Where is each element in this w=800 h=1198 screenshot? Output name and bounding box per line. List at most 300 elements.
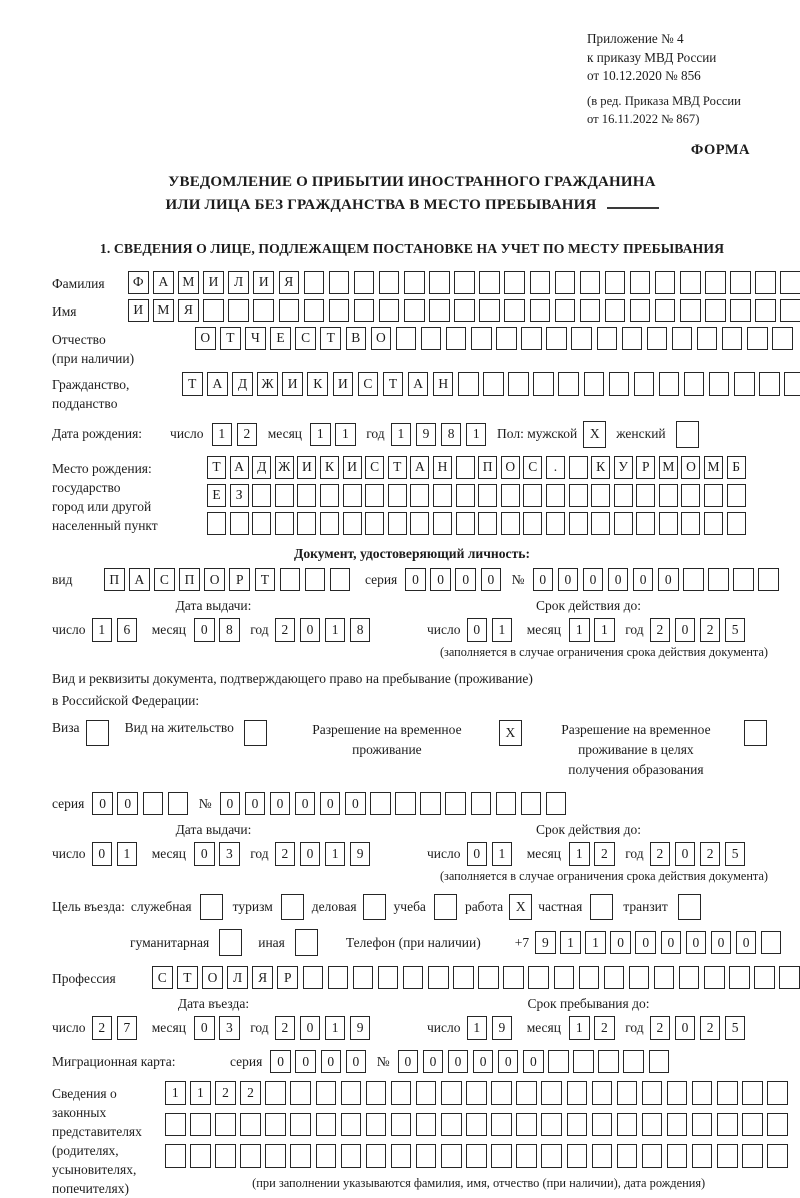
purpose-other-label: иная [258, 934, 285, 950]
char-cell [504, 271, 525, 295]
identity-doc-dates [52, 598, 772, 642]
char-cell [353, 966, 374, 990]
char-cell [478, 512, 497, 536]
char-cell [275, 484, 294, 508]
doc-issue-month-cells [194, 618, 244, 642]
char-cell [304, 299, 325, 323]
char-cell [759, 372, 780, 396]
char-cell [630, 271, 651, 295]
char-cell [341, 1081, 362, 1105]
char-cell: 0 [430, 568, 451, 592]
char-cell: Е [270, 327, 291, 351]
purpose-work-label: работа [464, 899, 504, 915]
char-cell [597, 327, 618, 351]
char-cell [479, 299, 500, 323]
entry-month-cells [194, 1016, 244, 1040]
char-cell [659, 372, 680, 396]
char-cell [614, 484, 633, 508]
char-cell [279, 299, 300, 323]
doc-valid-year-cells [650, 618, 750, 642]
char-cell: Ж [257, 372, 278, 396]
profession-row [52, 966, 772, 990]
doc-valid-head: Срок действия до: [536, 598, 641, 614]
migration-card-row [52, 1050, 772, 1074]
stay-month-cells [569, 1016, 619, 1040]
char-cell [708, 568, 729, 592]
char-cell [330, 568, 351, 592]
char-cell [456, 512, 475, 536]
char-cell [580, 271, 601, 295]
doc-type-label: вид [52, 571, 73, 587]
char-cell [546, 512, 565, 536]
char-cell [168, 792, 189, 816]
patronymic-cells [195, 327, 797, 351]
permit-issue-month-label: месяц [151, 846, 186, 862]
char-cell [683, 568, 704, 592]
purpose-transit-label: транзит [623, 899, 668, 915]
char-cell: 3 [219, 1016, 240, 1040]
char-cell [784, 372, 800, 396]
char-cell: 2 [275, 618, 296, 642]
char-cell: 0 [583, 568, 604, 592]
char-cell: 1 [310, 423, 331, 447]
sex-female-label: женский [616, 426, 666, 442]
residence-doc-line2: в Российской Федерации: [52, 692, 200, 708]
char-cell [395, 792, 416, 816]
char-cell [636, 512, 655, 536]
char-cell [523, 484, 542, 508]
char-cell [471, 792, 492, 816]
residence-permit-option [125, 720, 267, 747]
patronymic-label-line1: Отчество [52, 331, 106, 347]
char-cell [341, 1144, 362, 1168]
checkbox-cell: X [583, 421, 606, 448]
char-cell [365, 484, 384, 508]
char-cell [328, 966, 349, 990]
char-cell: С [358, 372, 379, 396]
doc-valid-year-label: год [625, 622, 644, 638]
char-cell [692, 1113, 713, 1137]
doc-issue-day-label: число [52, 622, 86, 638]
char-cell [396, 327, 417, 351]
char-cell: 0 [635, 931, 656, 955]
stay-until-head: Срок пребывания до: [527, 996, 650, 1012]
char-cell [207, 512, 226, 536]
permit-issue-head: Дата выдачи: [175, 822, 252, 838]
birthplace-label-line3: город или другой [52, 498, 152, 514]
char-cell: 0 [608, 568, 629, 592]
char-cell [591, 484, 610, 508]
char-cell [541, 1144, 562, 1168]
char-cell: 0 [300, 1016, 321, 1040]
migration-card-label: Миграционная карта: [52, 1053, 176, 1069]
permit-valid-year-label: год [625, 846, 644, 862]
representatives-label-line5: усыновителях, [52, 1162, 137, 1178]
char-cell [429, 271, 450, 295]
char-cell: О [501, 456, 520, 480]
char-cell [428, 966, 449, 990]
identity-doc-row [52, 568, 772, 592]
representatives-label [52, 1081, 165, 1198]
char-cell [388, 512, 407, 536]
char-cell: Д [232, 372, 253, 396]
birthplace-cells-row1 [207, 456, 749, 480]
char-cell [647, 327, 668, 351]
char-cell [316, 1113, 337, 1137]
char-cell: 0 [633, 568, 654, 592]
appendix-line-2: к приказу МВД России [587, 49, 717, 65]
char-cell: 9 [492, 1016, 513, 1040]
char-cell: И [203, 271, 224, 295]
birthplace-label-line2: государство [52, 479, 121, 495]
char-cell: 8 [350, 618, 371, 642]
char-cell: 1 [466, 423, 487, 447]
citizenship-row [52, 372, 772, 413]
citizenship-label [52, 372, 182, 413]
rvp-education-label-line1: Разрешение на временное [561, 721, 711, 737]
residence-permit-checkbox [244, 720, 267, 747]
char-cell [569, 456, 588, 480]
char-cell: 1 [467, 1016, 488, 1040]
char-cell [730, 271, 751, 295]
char-cell: 1 [212, 423, 233, 447]
char-cell [580, 299, 601, 323]
profession-cells [152, 966, 800, 990]
representatives-label-line3: представителях [52, 1124, 142, 1140]
char-cell: 0 [448, 1050, 469, 1074]
char-cell [420, 792, 441, 816]
char-cell [733, 568, 754, 592]
char-cell [429, 299, 450, 323]
patronymic-label-line2: (при наличии) [52, 350, 135, 366]
checkbox-cell [363, 894, 386, 921]
char-cell: 0 [467, 618, 488, 642]
char-cell [705, 299, 726, 323]
char-cell: Ж [275, 456, 294, 480]
char-cell [391, 1144, 412, 1168]
checkbox-cell [434, 894, 457, 921]
profession-label: Профессия [52, 970, 116, 986]
char-cell [240, 1144, 261, 1168]
checkbox-cell: X [509, 894, 532, 921]
visa-checkbox [86, 720, 109, 747]
doc-issue-year-label: год [250, 622, 269, 638]
char-cell [667, 1144, 688, 1168]
doc-number-label: № [511, 571, 525, 587]
char-cell [761, 931, 782, 955]
char-cell [466, 1144, 487, 1168]
residence-doc-line1: Вид и реквизиты документа, подтверждающего право на пребывание (проживание) [52, 670, 533, 686]
citizenship-label-line2: подданство [52, 396, 118, 411]
char-cell [704, 512, 723, 536]
char-cell [478, 966, 499, 990]
doc-issue-month-label: месяц [151, 622, 186, 638]
char-cell [659, 484, 678, 508]
char-cell [554, 966, 575, 990]
char-cell: П [179, 568, 200, 592]
rvp-checkbox [499, 720, 522, 747]
citizenship-label-line1: Гражданство, [52, 377, 130, 392]
permit-issue-day-cells [92, 842, 142, 866]
birth-year-cells [391, 423, 491, 447]
char-cell [320, 484, 339, 508]
char-cell: 0 [675, 618, 696, 642]
char-cell [541, 1113, 562, 1137]
char-cell [680, 271, 701, 295]
char-cell: 1 [117, 842, 138, 866]
char-cell [697, 327, 718, 351]
char-cell [265, 1144, 286, 1168]
visa-option [52, 720, 109, 747]
representatives-cells-row3 [165, 1144, 792, 1168]
entry-date-col [52, 996, 375, 1040]
char-cell [681, 512, 700, 536]
char-cell [530, 299, 551, 323]
patronymic-row [52, 327, 772, 368]
char-cell [569, 484, 588, 508]
char-cell: 6 [117, 618, 138, 642]
permit-series-label: серия [52, 795, 85, 811]
char-cell: 1 [569, 842, 590, 866]
firstname-row [52, 299, 772, 323]
char-cell [516, 1144, 537, 1168]
char-cell: 0 [300, 842, 321, 866]
purpose-label: Цель въезда: [52, 899, 125, 915]
char-cell [523, 512, 542, 536]
char-cell [767, 1144, 788, 1168]
char-cell: О [202, 966, 223, 990]
purpose-study-label: учеба [393, 899, 426, 915]
char-cell [354, 299, 375, 323]
sex-label: Пол: мужской [497, 426, 578, 442]
char-cell: Т [255, 568, 276, 592]
char-cell: Л [228, 271, 249, 295]
char-cell: 0 [498, 1050, 519, 1074]
char-cell [747, 327, 768, 351]
rvp-education-label-line2: проживание в целях [578, 741, 694, 757]
migration-number-label: № [376, 1053, 390, 1069]
char-cell: А [207, 372, 228, 396]
doc-issue-col [52, 598, 375, 642]
char-cell: Т [320, 327, 341, 351]
char-cell [379, 271, 400, 295]
char-cell [297, 484, 316, 508]
char-cell: Л [227, 966, 248, 990]
form-title-line-2: ИЛИ ЛИЦА БЕЗ ГРАЖДАНСТВА В МЕСТО ПРЕБЫВАНИЯ [52, 194, 772, 217]
char-cell [584, 372, 605, 396]
section1-heading: 1. СВЕДЕНИЯ О ЛИЦЕ, ПОДЛЕЖАЩЕМ ПОСТАНОВКЕ НА УЧЕТ ПО МЕСТУ ПРЕБЫВАНИЯ [99, 240, 725, 256]
char-cell: И [282, 372, 303, 396]
birthplace-label-line1: Место рождения: [52, 460, 152, 476]
purpose-transit-checkbox [678, 894, 701, 921]
char-cell [605, 299, 626, 323]
char-cell [416, 1113, 437, 1137]
char-cell: 0 [245, 792, 266, 816]
firstname-cells [128, 299, 800, 323]
char-cell: 1 [492, 618, 513, 642]
char-cell: Я [178, 299, 199, 323]
char-cell: К [307, 372, 328, 396]
birth-row [52, 421, 772, 448]
char-cell: 8 [441, 423, 462, 447]
birthplace-row [52, 456, 772, 540]
char-cell [329, 299, 350, 323]
migration-number-cells [398, 1050, 674, 1074]
migration-series-cells [270, 1050, 370, 1074]
char-cell: 0 [398, 1050, 419, 1074]
char-cell: О [371, 327, 392, 351]
char-cell [404, 271, 425, 295]
char-cell: 0 [467, 842, 488, 866]
char-cell: Н [433, 372, 454, 396]
char-cell [421, 327, 442, 351]
form-title [52, 171, 772, 217]
char-cell [571, 327, 592, 351]
char-cell [654, 966, 675, 990]
representatives-label-line1: Сведения о [52, 1086, 117, 1102]
checkbox-cell [219, 929, 242, 956]
char-cell: А [408, 372, 429, 396]
char-cell: 0 [686, 931, 707, 955]
char-cell: Т [388, 456, 407, 480]
entry-dates [52, 996, 772, 1040]
permit-number-cells [220, 792, 571, 816]
char-cell [303, 966, 324, 990]
char-cell: Я [279, 271, 300, 295]
purpose-business-label: служебная [130, 899, 192, 915]
char-cell [598, 1050, 619, 1074]
birthplace-cells-row2 [207, 484, 749, 508]
char-cell: 1 [560, 931, 581, 955]
permit-dates [52, 822, 772, 866]
char-cell [228, 299, 249, 323]
doc-valid-day-cells [467, 618, 517, 642]
char-cell: Д [252, 456, 271, 480]
char-cell [366, 1081, 387, 1105]
permit-issue-col [52, 822, 375, 866]
char-cell [569, 512, 588, 536]
representatives-label-line6: попечителях) [52, 1181, 129, 1197]
char-cell: М [178, 271, 199, 295]
char-cell [290, 1144, 311, 1168]
birth-day-label: число [170, 426, 204, 442]
char-cell [667, 1081, 688, 1105]
char-cell: 0 [481, 568, 502, 592]
char-cell [681, 484, 700, 508]
char-cell: . [546, 456, 565, 480]
char-cell: 2 [650, 842, 671, 866]
permit-series-cells [92, 792, 192, 816]
checkbox-cell [744, 720, 767, 747]
char-cell: И [297, 456, 316, 480]
char-cell: О [195, 327, 216, 351]
form-title-line-1: УВЕДОМЛЕНИЕ О ПРИБЫТИИ ИНОСТРАННОГО ГРАЖДАНИНА [168, 173, 656, 190]
char-cell [466, 1113, 487, 1137]
checkbox-cell [281, 894, 304, 921]
char-cell [483, 372, 504, 396]
surname-row [52, 271, 772, 295]
char-cell: 1 [325, 842, 346, 866]
entry-day-label: число [52, 1020, 86, 1036]
char-cell [555, 299, 576, 323]
char-cell [316, 1144, 337, 1168]
char-cell [290, 1113, 311, 1137]
char-cell: П [104, 568, 125, 592]
char-cell [780, 299, 800, 323]
char-cell: К [591, 456, 610, 480]
char-cell: 2 [650, 1016, 671, 1040]
identity-doc-heading: Документ, удостоверяющий личность: [294, 545, 530, 561]
char-cell [165, 1113, 186, 1137]
char-cell [623, 1050, 644, 1074]
char-cell: Ч [245, 327, 266, 351]
char-cell: 3 [219, 842, 240, 866]
char-cell [592, 1144, 613, 1168]
entry-month-label: месяц [151, 1020, 186, 1036]
char-cell [370, 792, 391, 816]
permit-valid-month-label: месяц [526, 846, 561, 862]
char-cell [215, 1113, 236, 1137]
birth-year-label: год [366, 426, 385, 442]
char-cell [441, 1113, 462, 1137]
char-cell: 2 [215, 1081, 236, 1105]
char-cell [391, 1113, 412, 1137]
char-cell [458, 372, 479, 396]
char-cell [541, 1081, 562, 1105]
char-cell: Т [182, 372, 203, 396]
doc-validity-note: (заполняется в случае ограничения срока действия документа) [439, 644, 768, 659]
checkbox-cell [200, 894, 223, 921]
char-cell: М [659, 456, 678, 480]
char-cell [734, 372, 755, 396]
char-cell [190, 1144, 211, 1168]
char-cell [546, 792, 567, 816]
residence-permit-label: Вид на жительство [124, 719, 234, 735]
char-cell: 0 [92, 792, 113, 816]
rvp-education-label [536, 720, 736, 780]
forma-label: ФОРМА [690, 141, 750, 158]
edition-line-1: (в ред. Приказа МВД России [587, 93, 741, 108]
char-cell [165, 1144, 186, 1168]
char-cell [410, 512, 429, 536]
char-cell: 0 [711, 931, 732, 955]
surname-label: Фамилия [52, 275, 105, 291]
char-cell: 0 [117, 792, 138, 816]
char-cell [634, 372, 655, 396]
char-cell [533, 372, 554, 396]
char-cell: Т [207, 456, 226, 480]
char-cell [591, 512, 610, 536]
firstname-label: Имя [52, 303, 77, 319]
title-blank-line [607, 195, 659, 209]
char-cell: Р [277, 966, 298, 990]
char-cell [410, 484, 429, 508]
char-cell [767, 1081, 788, 1105]
purpose-tourism-checkbox [281, 894, 304, 921]
char-cell [709, 372, 730, 396]
char-cell [727, 512, 746, 536]
char-cell [433, 484, 452, 508]
char-cell [496, 327, 517, 351]
char-cell [290, 1081, 311, 1105]
char-cell [143, 792, 164, 816]
char-cell: 0 [346, 1050, 367, 1074]
char-cell: И [333, 372, 354, 396]
char-cell [404, 299, 425, 323]
purpose-commercial-label: деловая [311, 899, 357, 915]
char-cell [604, 966, 625, 990]
char-cell: 0 [345, 792, 366, 816]
